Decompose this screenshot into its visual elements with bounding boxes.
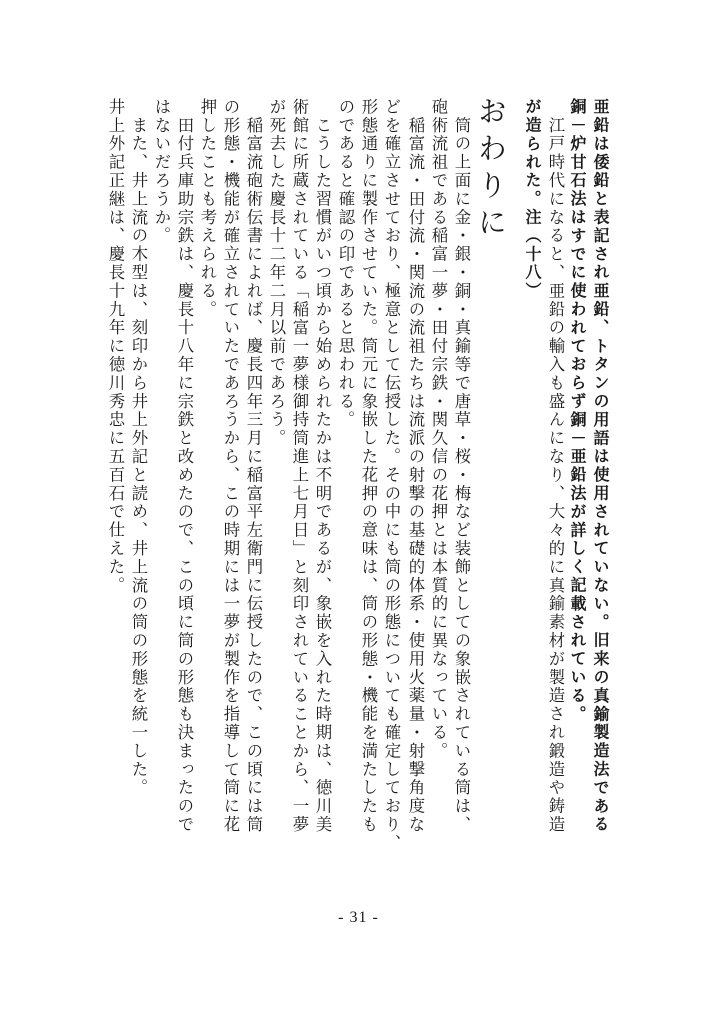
text-column-8: どを確立させており、極意として伝授した。その中にも筒の形態についても確定しており、 [382,98,401,853]
text-column-19: また、井上流の木型は、刻印から井上外記と読め、井上流の筒の形態を統一した。 [129,98,148,798]
text-column-20: 井上外記正継は、慶長十九年に徳川秀忠に五百石で仕えた。 [106,98,125,595]
text-column-12: 術館に所蔵されている「稲富一夢様御持筒進上七月日」と刻印されていることから、一夢 [290,98,309,834]
text-column-16: 押したことも考えられる。 [198,98,217,319]
text-column-3: 江戸時代になると、亜鉛の輸入も盛んになり、大々的に真鍮素材が製造され鍛造や鋳造 [546,98,565,834]
text-column-13: が死去した慶長十二年二月以前であろう。 [267,98,286,448]
page-number: - 31 - [338,909,379,926]
text-column-6: 砲術流祖である稲富一夢・田付宗鉄・関久信の花押とは本質的に異なっている。 [429,98,448,761]
text-column-2: 銅－炉甘石法はすでに使われておらず銅－亜鉛法が詳しく記載されている。 [568,98,587,724]
text-column-18: はないだろうか。 [152,98,171,246]
text-column-17: 田付兵庫助宗鉄は、慶長十八年に宗鉄と改めたので、この頃に筒の形態も決まったので [175,98,194,834]
text-column-7: 稲富流・田付流・関流の流祖たちは流派の射撃の基礎的体系・使用火薬量・射撃角度な [406,98,425,834]
text-column-9: 形態通りに製作させていた。筒元に象嵌した花押の意味は、筒の形態・機能を満たしたも [359,98,378,834]
text-column-14: 稲富流砲術伝書によれば、慶長四年三月に稲富平左衛門に伝授したので、この頃には筒 [244,98,263,834]
text-column-15: の形態・機能が確立されていたであろうから、この時期には一夢が製作を指導して筒に花 [221,98,240,834]
text-column-5: 筒の上面に金・銀・銅・真鍮等で唐草・桜・梅など装飾としての象嵌されている筒は、 [452,98,471,834]
text-column-4: が造られた。注（十八） [523,98,542,301]
section-heading: おわりに [474,96,508,244]
text-column-10: のであると確認の印であると思われる。 [336,98,355,430]
text-column-1: 亜鉛は倭鉛と表記され亜鉛、トタンの用語は使用されていない。旧来の真鍮製造法である [591,98,610,834]
text-column-11: こうした習慣がいつ頃から始められたかは不明であるが、象嵌を入れた時期は、徳川美 [313,98,332,834]
